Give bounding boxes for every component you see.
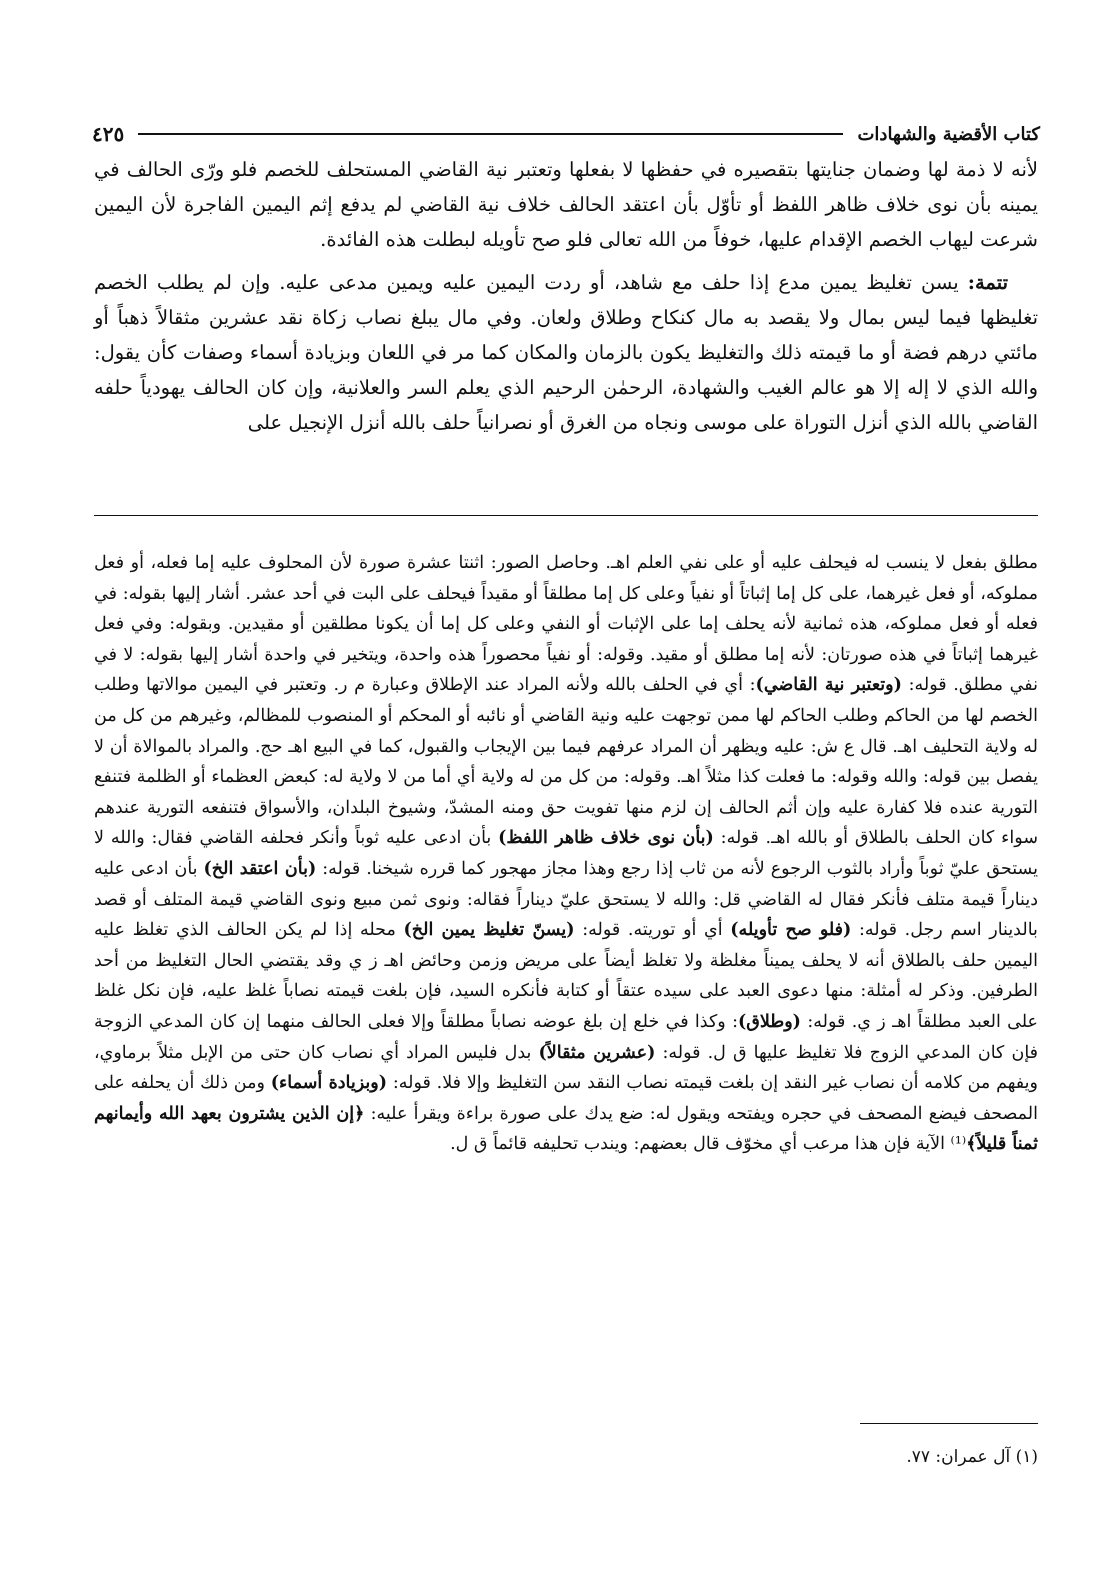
commentary-keyword: (وبزيادة أسماء): [270, 1073, 388, 1094]
commentary-keyword: (بأن نوى خلاف ظاهر اللفظ): [498, 828, 714, 849]
commentary-keyword: (بأن اعتقد الخ): [203, 858, 317, 879]
commentary-keyword: (فلو صح تأويله): [730, 920, 852, 941]
main-paragraph: لأنه لا ذمة لها وضمان جنايتها بتقصيره في حفظها لا بفعلها وتعتبر نية القاضي المستحلف للخصم فلو ورّى الحالف في يمينه بأن نوى خلاف ظاهر اللفظ أو تأوّل بأن اعتقد الحالف خلاف نية القاضي لم يدفع إثم اليمين الفاجرة لأن اليمين شرعت ليهاب الخصم الإقدام عليها، خوفاً من الله تعالى فلو صح تأويله لبطلت هذه الفائدة.: [94, 158, 1038, 251]
footnote-text: (١) آل عمران: ٧٧.: [906, 1447, 1038, 1467]
main-text: [94, 152, 1038, 440]
commentary-text: أي أو توريته. قوله:: [582, 920, 723, 941]
footnote-divider: [860, 1423, 1038, 1424]
commentary-text: مطلق بفعل لا ينسب له فيحلف عليه أو على نفي العلم اهـ. وحاصل الصور: اثنتا عشرة صورة لأن المحلوف عليه إما فعله، أو فعل مملوكه، أو فعل غيرهما، على كل إما إثباتاً أو نفياً وعلى كل إما مطلقاً أو مقيداً فيحلف على البت في أحد عشر. أشار إليها بقوله: في فعله أو فعل مملوكه، هذه ثمانية لأنه يحلف إما على الإثبات أو النفي وعلى كل إما أن يكونا مطلقين أو مقيدين. وبقوله: وفي فعل غيرهما إثباتاً في هذه صورتان: لأنه إما مطلق أو مقيد. وقوله: أو نفياً محصوراً هذه واحدة، ويتخير في واحدة أشار إليها بقوله: لا في نفي مطلق. قوله:: [94, 553, 1038, 696]
commentary-paragraph: [94, 548, 1038, 1160]
commentary-keyword: (يسنّ تغليظ يمين الخ): [403, 920, 575, 941]
commentary-text: ⁽¹⁾ الآية فإن هذا مرعب أي مخوّف قال بعضهم: ويندب تحليفه قائماً ق ل.: [450, 1134, 967, 1155]
tatimma-paragraph: [94, 265, 1038, 440]
commentary-text: بأن ادعى عليه ثوباً وأنكر فحلفه القاضي فقال: والله لا يستحق عليّ ثوباً وأراد بالثوب الرجوع لأنه من ثاب إذا رجع وهذا مجاز مهجور كما قرره شيخنا. قوله:: [94, 828, 1038, 879]
quran-verse: ﴿إن الذين يشترون بعهد الله وأيمانهم ثمناً قليلاً﴾: [94, 1103, 1038, 1155]
commentary-text: بأن ادعى عليه ديناراً قيمة متلف فأنكر فقال له القاضي قل: والله لا يستحق عليّ ديناراً فقاله: ونوى ثمن مبيع ونوى القاضي قيمة المتلف أو قصد بالدينار اسم رجل. قوله:: [94, 858, 1038, 941]
book-title: كتاب الأقضية والشهادات: [857, 123, 1040, 145]
tatimma-label: تتمة:: [967, 271, 1009, 294]
commentary-keyword: (وطلاق): [738, 1011, 801, 1032]
commentary-text: : وكذا في خلع إن بلغ عوضه نصاباً مطلقاً وإلا فعلى الحالف منهما إن كان المدعي الزوجة فإن كان المدعي الزوج فلا تغليظ عليها ق ل. قوله:: [94, 1011, 1039, 1063]
page-number: ٤٢٥: [92, 122, 125, 146]
header-rule: [138, 133, 843, 135]
footnote: [94, 1442, 1038, 1472]
tatimma-text: يسن تغليظ يمين مدع إذا حلف مع شاهد، أو ردت اليمين عليه ويمين مدعى عليه. وإن لم يطلب الخصم تغليظها فيما ليس بمال ولا يقصد به مال كنكاح وطلاق ولعان. وفي مال يبلغ نصاب زكاة نقد عشرين مثقالاً ذهباً أو مائتي درهم فضة أو ما قيمته ذلك والتغليظ يكون بالزمان والمكان كما مر في اللعان وبزيادة أسماء وصفات كأن يقول: والله الذي لا إله إلا هو عالم الغيب والشهادة، الرحمٰن الرحيم الذي يعلم السر والعلانية، وإن كان الحالف يهودياً حلفه القاضي بالله الذي أنزل التوراة على موسى ونجاه من الغرق أو نصرانياً حلف بالله أنزل الإنجيل على: [94, 271, 1038, 434]
commentary-keyword: (عشرين مثقالاً): [538, 1042, 656, 1063]
section-divider: [94, 515, 1038, 516]
commentary-text: محله إذا لم يكن الحالف الذي تغلظ عليه اليمين حلف بالطلاق أنه لا يحلف يميناً مغلظة ولا تغلظ أيضاً على مريض وزمن وحائض اهـ ز ي وقد يقتضي الحال التغليظ من أحد الطرفين. وذكر له أمثلة: منها دعوى العبد على سيده عتقاً أو كتابة فأنكره السيد، فإن بلغت قيمته نصاباً غلظ عليه، فإن نكل غلظ على العبد مطلقاً اهـ ز ي. قوله:: [94, 920, 1038, 1032]
commentary-text: ومن ذلك أن يحلفه على المصحف فيضع المصحف في حجره ويفتحه ويقول له: ضع يدك على صورة براءة ويقرأ عليه:: [94, 1073, 1038, 1124]
commentary-keyword: (وتعتبر نية القاضي): [755, 675, 902, 696]
commentary-text: : أي في الحلف بالله ولأنه المراد عند الإطلاق وعبارة م ر. وتعتبر في اليمين موالاتها وطلب الخصم لها من الحاكم وطلب الحاكم لها ممن توجهت عليه ونية القاضي أو نائبه أو المحكم أو المنصوب للمظالم، وغيرهم من كل من له ولاية التحليف اهـ. قال ع ش: عليه ويظهر أن المراد عرفهم فيما بين الإيجاب والقبول، كما في البيع اهـ حج. والمراد بالموالاة أن لا يفصل بين قوله: والله وقوله: ما فعلت كذا مثلاً اهـ. وقوله: من كل من له ولاية أي أما من لا ولاية له: كبعض العظماء أو الظلمة فتنفع التورية عنده فلا كفارة عليه وإن أثم الحالف إن لزم منها تفويت حق ومنه المشدّ، وشيوخ البلدان، والأسواق فتنفعه التورية عندهم سواء كان الحلف بالطلاق أو بالله اهـ. قوله:: [94, 675, 1038, 849]
commentary: [94, 548, 1038, 1160]
commentary-text: بدل فليس المراد أي نصاب كان حتى من الإبل مثلاً برماوي، ويفهم من كلامه أن نصاب غير النقد إن بلغت قيمته نصاب النقد سن التغليظ وإلا فلا. قوله:: [94, 1042, 1038, 1094]
running-header: [92, 118, 1040, 150]
